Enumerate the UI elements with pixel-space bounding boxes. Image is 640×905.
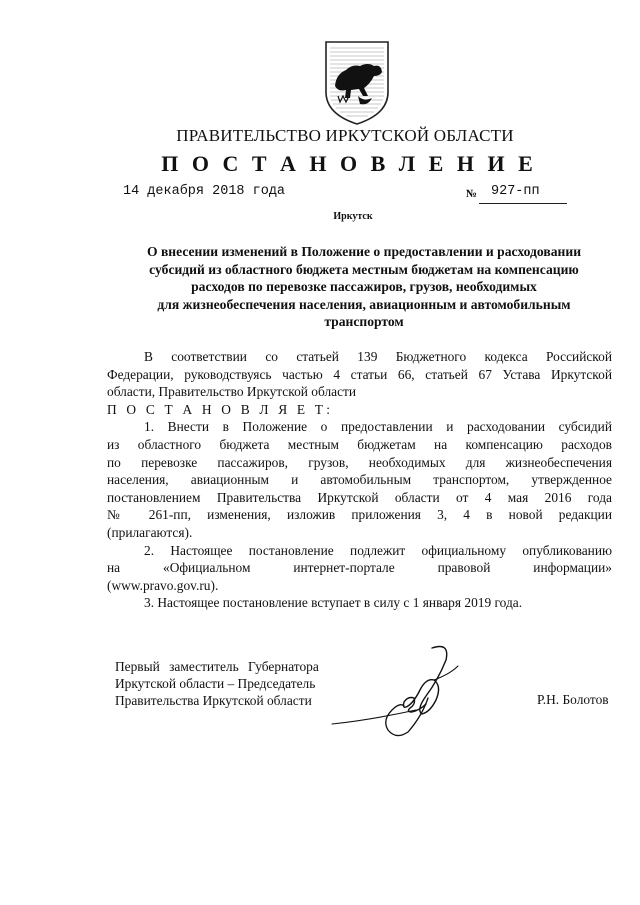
item1-line: из областного бюджета местным бюджетам на компенсацию расходов [107, 436, 612, 452]
resolves-heading: П О С Т А Н О В Л Я Е Т: [107, 401, 334, 417]
city-name: Иркутск [333, 211, 373, 222]
item1-line: по перевозке пассажиров, грузов, необходимых для жизнеобеспечения [107, 454, 612, 470]
signer-name: Р.Н. Болотов [537, 692, 609, 707]
signer-position-line: Правительства Иркутской области [115, 693, 312, 709]
preamble-line: области, Правительство Иркутской области [107, 384, 357, 400]
item1-line: населения, авиационным и автомобильным транспортом, утвержденное [107, 472, 612, 488]
handwritten-signature [330, 640, 495, 740]
title-line: О внесении изменений в Положение о предоставлении и расходовании [146, 244, 582, 259]
title-line: субсидий из областного бюджета местным бюджетам на компенсацию [149, 261, 579, 277]
number-label: № [466, 188, 478, 200]
document-title [108, 243, 620, 331]
signer-position-line: Иркутской области – Председатель [115, 676, 316, 692]
item1-line: постановлением Правительства Иркутской области от 4 мая 2016 года [107, 489, 612, 505]
title-line: для жизнеобеспечения населения, авиационным и автомобильным [157, 296, 571, 312]
title-line: расходов по перевозке пассажиров, грузов, необходимых [191, 279, 537, 294]
document-number: 927-пп [479, 184, 567, 204]
item3-line: 3. Настоящее постановление вступает в силу с 1 января 2019 года. [144, 595, 523, 611]
item1-line: 1. Внести в Положение о предоставлении и расходовании субсидий [144, 419, 612, 435]
signer-position-line: Первый заместитель Губернатора [115, 659, 319, 674]
preamble-line: Федерации, руководствуясь частью 4 статьи 66, статьей 67 Устава Иркутской [107, 366, 612, 382]
coat-of-arms-emblem [318, 40, 396, 126]
government-name: ПРАВИТЕЛЬСТВО ИРКУТСКОЙ ОБЛАСТИ [176, 126, 514, 145]
item1-line: № 261-пп, изменения, изложив приложения 3, 4 в новой редакции [107, 507, 612, 523]
item2-line: на «Официальном интернет-портале правовой информации» [107, 560, 612, 576]
signer-position [115, 658, 319, 710]
item2-line: 2. Настоящее постановление подлежит официальному опубликованию [144, 542, 612, 558]
document-body [107, 348, 612, 612]
item1-line: (прилагаются). [107, 524, 193, 540]
document-date: 14 декабря 2018 года [123, 184, 286, 199]
item2-line: (www.pravo.gov.ru). [107, 577, 219, 593]
preamble-line: В соответствии со статьей 139 Бюджетного кодекса Российской [144, 349, 612, 364]
title-line: транспортом [324, 314, 404, 329]
document-type: П О С Т А Н О В Л Е Н И Е [161, 151, 537, 176]
